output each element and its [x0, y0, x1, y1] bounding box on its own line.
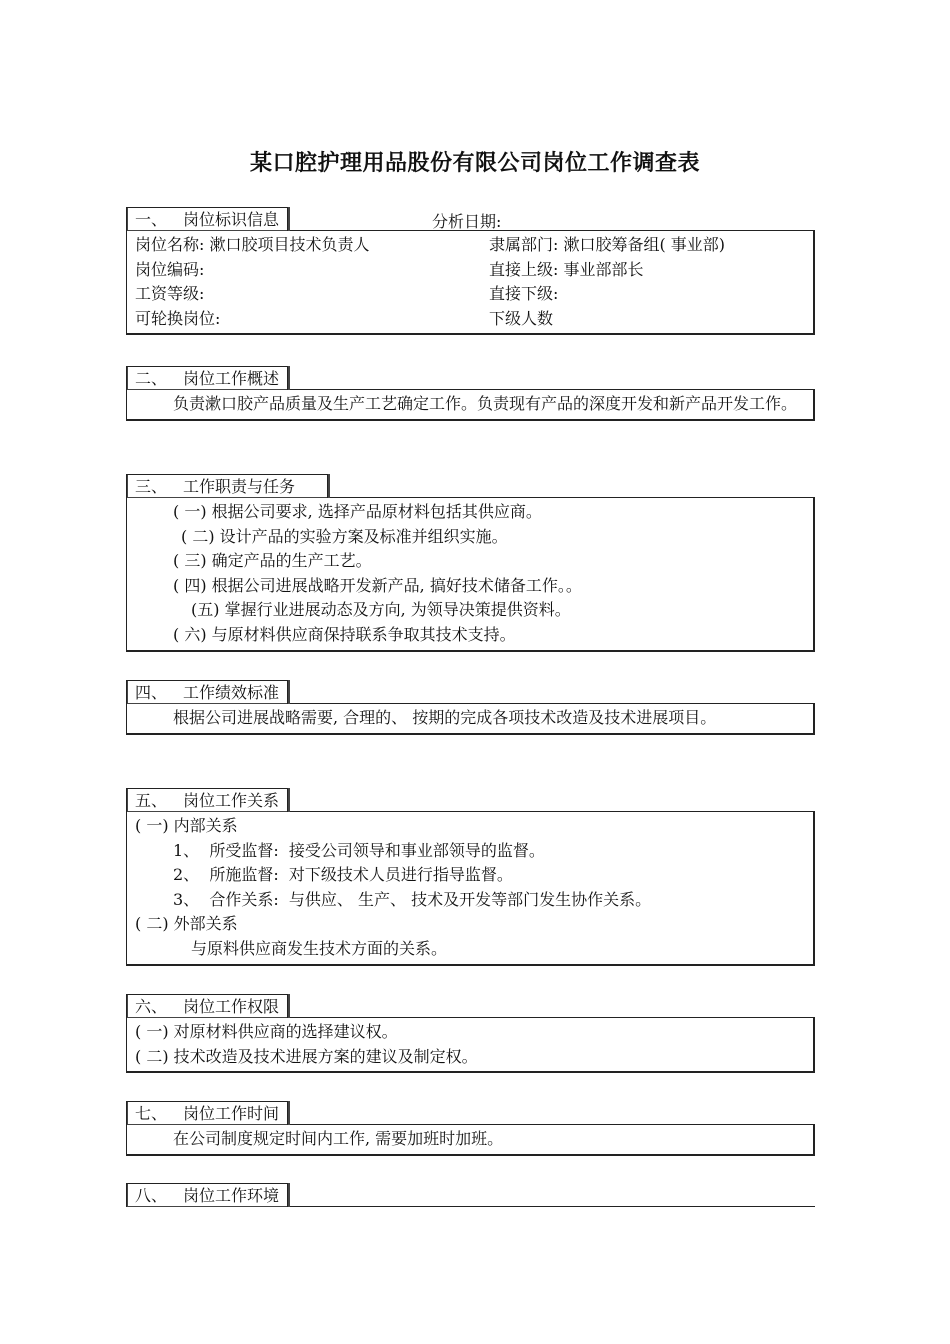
- salary-grade: 工资等级:: [135, 284, 205, 304]
- section-title: 岗位工作关系: [183, 791, 280, 810]
- section-header: [126, 680, 288, 704]
- list-item: 1、 所受监督: 接受公司领导和事业部领导的监督。: [173, 840, 545, 860]
- section-number: 二、: [135, 369, 168, 388]
- info-row: [135, 233, 805, 258]
- section-header: [126, 366, 288, 390]
- section-authority: [126, 994, 815, 1073]
- department: 隶属部门: 漱口胶筹备组( 事业部): [489, 235, 726, 254]
- list-item: ( 六) 与原材料供应商保持联系争取其技术支持。: [173, 624, 516, 644]
- info-row: [135, 282, 805, 307]
- section-header: [126, 1101, 288, 1125]
- section-title: 岗位工作权限: [183, 997, 280, 1016]
- subheading-external: ( 二) 外部关系: [135, 914, 238, 934]
- section-performance-standards: [126, 680, 815, 735]
- section-number: 七、: [135, 1104, 168, 1123]
- list-item: ( 一) 根据公司要求, 选择产品原材料包括其供应商。: [173, 502, 542, 521]
- section-header: [126, 1183, 288, 1207]
- section-number: 六、: [135, 997, 168, 1016]
- section-body: [126, 1017, 815, 1073]
- section-header: [126, 994, 288, 1018]
- list-item: 3、 合作关系: 与供应、 生产、 技术及开发等部门发生协作关系。: [173, 889, 652, 909]
- section-work-relations: [126, 788, 815, 966]
- list-item: ( 二) 设计产品的实验方案及标准并组织实施。: [181, 526, 508, 546]
- subheading-internal: ( 一) 内部关系: [135, 816, 238, 835]
- list-item: ( 三) 确定产品的生产工艺。: [173, 551, 372, 571]
- section-duties: [126, 474, 815, 652]
- work-time-text: 在公司制度规定时间内工作, 需要加班时加班。: [126, 1124, 815, 1156]
- direct-superior: 直接上级: 事业部部长: [489, 259, 644, 279]
- subordinate-count: 下级人数: [489, 308, 554, 328]
- info-row: [135, 258, 805, 283]
- direct-subordinate: 直接下级:: [489, 284, 559, 304]
- section-body: [126, 230, 815, 335]
- section-number: 四、: [135, 683, 168, 702]
- analysis-date-label: 分析日期:: [432, 212, 502, 231]
- list-item: ( 一) 对原材料供应商的选择建议权。: [135, 1022, 398, 1041]
- list-item: ( 二) 技术改造及技术进展方案的建议及制定权。: [135, 1046, 478, 1066]
- section-title: 工作绩效标准: [183, 683, 280, 702]
- section-work-environment: [126, 1183, 815, 1208]
- list-item: 与原料供应商发生技术方面的关系。: [191, 938, 448, 958]
- list-item: (五) 掌握行业进展动态及方向, 为领导决策提供资料。: [191, 600, 571, 620]
- section-header: [126, 207, 288, 231]
- section-header: [126, 474, 328, 498]
- position-code: 岗位编码:: [135, 259, 205, 279]
- rotatable-position: 可轮换岗位:: [135, 308, 221, 328]
- list-item: ( 四) 根据公司进展战略开发新产品, 搞好技术储备工作。。: [173, 575, 582, 595]
- section-number: 一、: [135, 210, 168, 229]
- section-number: 五、: [135, 791, 168, 810]
- section-title: 岗位工作时间: [183, 1104, 280, 1123]
- section-job-overview: [126, 366, 815, 421]
- section-body: [126, 811, 815, 966]
- section-work-time: [126, 1101, 815, 1156]
- section-number: 三、: [135, 477, 168, 496]
- document-title: 某口腔护理用品股份有限公司岗位工作调查表: [249, 151, 700, 176]
- position-name: 岗位名称: 漱口胶项目技术负责人: [135, 235, 370, 254]
- performance-text: 根据公司进展战略需要, 合理的、 按期的完成各项技术改造及技术进展项目。: [126, 703, 815, 735]
- section-title: 岗位标识信息: [183, 210, 280, 229]
- overview-text: 负责漱口胶产品质量及生产工艺确定工作。负责现有产品的深度开发和新产品开发工作。: [126, 389, 815, 421]
- section-number: 八、: [135, 1186, 168, 1205]
- section-title: 工作职责与任务: [183, 477, 296, 496]
- section-title: 岗位工作环境: [183, 1186, 280, 1205]
- info-row: [135, 307, 805, 332]
- section-body: [126, 497, 815, 652]
- section-title: 岗位工作概述: [183, 369, 280, 388]
- section-header: [126, 788, 288, 812]
- list-item: 2、 所施监督: 对下级技术人员进行指导监督。: [173, 865, 513, 885]
